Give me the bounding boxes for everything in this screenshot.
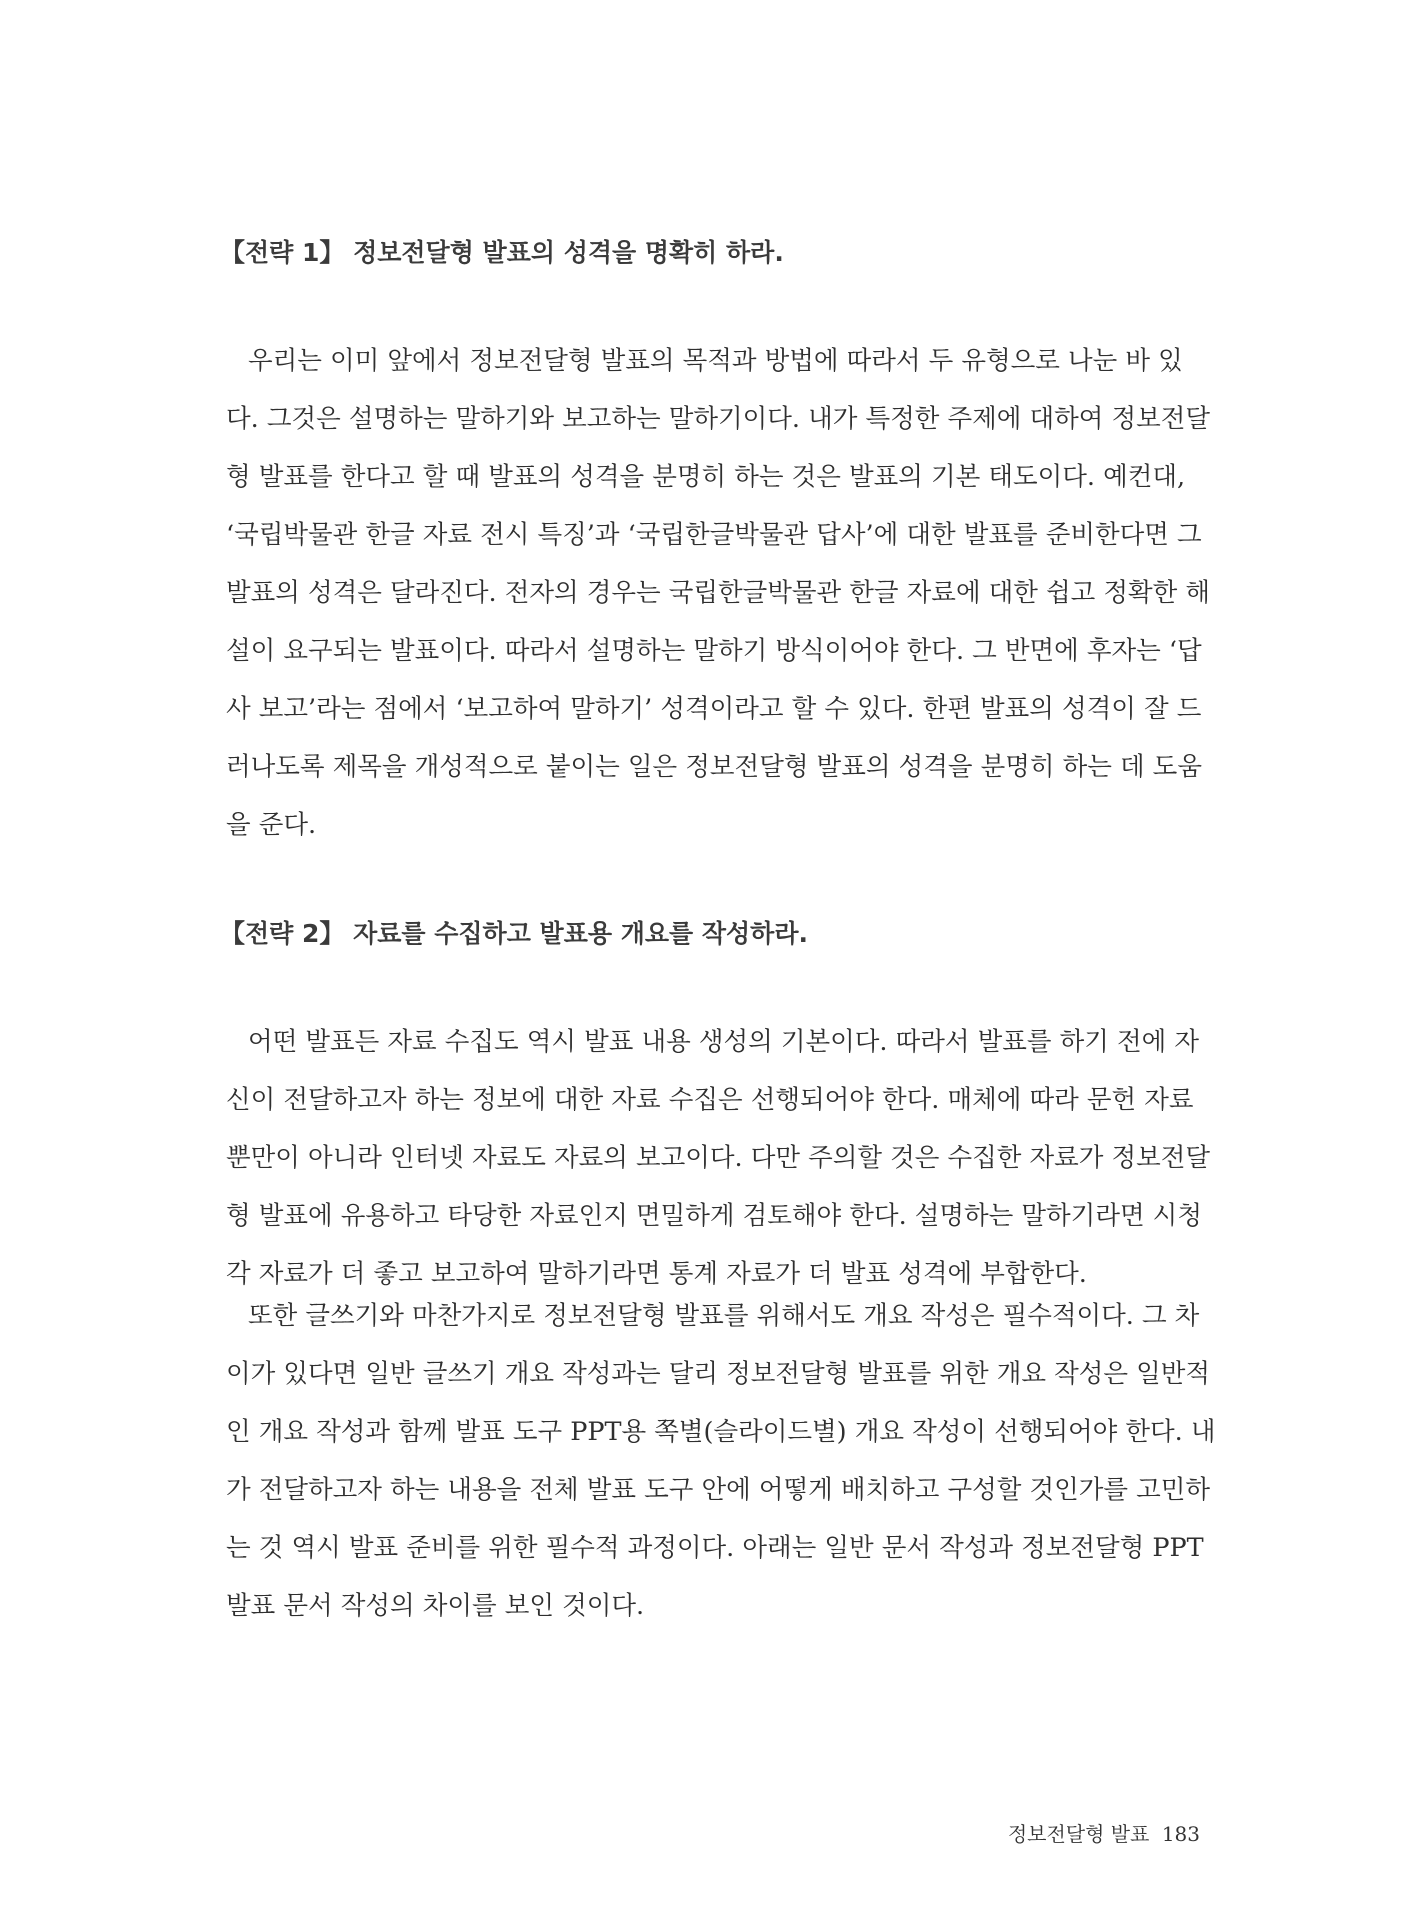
paragraph-line: 형 발표를 한다고 할 때 발표의 성격을 분명히 하는 것은 발표의 기본 태도이다. 예컨대, [226,462,1186,492]
paragraph-line: 가 전달하고자 하는 내용을 전체 발표 도구 안에 어떻게 배치하고 구성할 것인가를 고민하 [226,1475,1211,1505]
section-heading-strategy-1: 【전략 1】 정보전달형 발표의 성격을 명확히 하라. [220,238,784,267]
section-2-paragraph-2 [226,1287,1216,1635]
paragraph-line: 사 보고’라는 점에서 ‘보고하여 말하기’ 성격이라고 할 수 있다. 한편 발표의 성격이 잘 드 [226,694,1202,724]
page-footer [1008,1820,1200,1848]
paragraph-line: 이가 있다면 일반 글쓰기 개요 작성과는 달리 정보전달형 발표를 위한 개요 작성은 일반적 [226,1359,1211,1389]
paragraph-line: 우리는 이미 앞에서 정보전달형 발표의 목적과 방법에 따라서 두 유형으로 나눈 바 있 [248,346,1183,376]
paragraph-line: 발표 문서 작성의 차이를 보인 것이다. [226,1591,645,1621]
paragraph-line: 는 것 역시 발표 준비를 위한 필수적 과정이다. 아래는 일반 문서 작성과 정보전달형 PPT [226,1533,1204,1563]
paragraph-line: 러나도록 제목을 개성적으로 붙이는 일은 정보전달형 발표의 성격을 분명히 하는 데 도움 [226,752,1202,782]
section-heading-strategy-2: 【전략 2】 자료를 수집하고 발표용 개요를 작성하라. [220,919,808,948]
running-title: 정보전달형 발표 [1007,1822,1150,1846]
paragraph-line: 설이 요구되는 발표이다. 따라서 설명하는 말하기 방식이어야 한다. 그 반면에 후자는 ‘답 [226,636,1202,666]
paragraph-line: 각 자료가 더 좋고 보고하여 말하기라면 통계 자료가 더 발표 성격에 부합한다. [226,1259,1087,1289]
paragraph-line: 또한 글쓰기와 마찬가지로 정보전달형 발표를 위해서도 개요 작성은 필수적이다. 그 차 [248,1301,1200,1331]
paragraph-line: 발표의 성격은 달라진다. 전자의 경우는 국립한글박물관 한글 자료에 대한 쉽고 정확한 해 [226,578,1211,608]
page-number: 183 [1161,1822,1200,1846]
paragraph-line: 형 발표에 유용하고 타당한 자료인지 면밀하게 검토해야 한다. 설명하는 말하기라면 시청 [226,1201,1202,1231]
paragraph-line: 어떤 발표든 자료 수집도 역시 발표 내용 생성의 기본이다. 따라서 발표를 하기 전에 자 [248,1027,1200,1057]
paragraph-line: 인 개요 작성과 함께 발표 도구 PPT용 쪽별(슬라이드별) 개요 작성이 선행되어야 한다. 내 [226,1417,1216,1447]
paragraph-line: 뿐만이 아니라 인터넷 자료도 자료의 보고이다. 다만 주의할 것은 수집한 자료가 정보전달 [226,1143,1211,1173]
paragraph-line: 신이 전달하고자 하는 정보에 대한 자료 수집은 선행되어야 한다. 매체에 따라 문헌 자료 [226,1085,1194,1115]
paragraph-line: 다. 그것은 설명하는 말하기와 보고하는 말하기이다. 내가 특정한 주제에 대하여 정보전달 [226,404,1211,434]
paragraph-line: ‘국립박물관 한글 자료 전시 특징’과 ‘국립한글박물관 답사’에 대한 발표를 준비한다면 그 [226,520,1202,550]
paragraph-line: 을 준다. [226,810,317,840]
section-2-paragraph-1 [226,1013,1211,1303]
section-1-paragraph [226,332,1211,854]
